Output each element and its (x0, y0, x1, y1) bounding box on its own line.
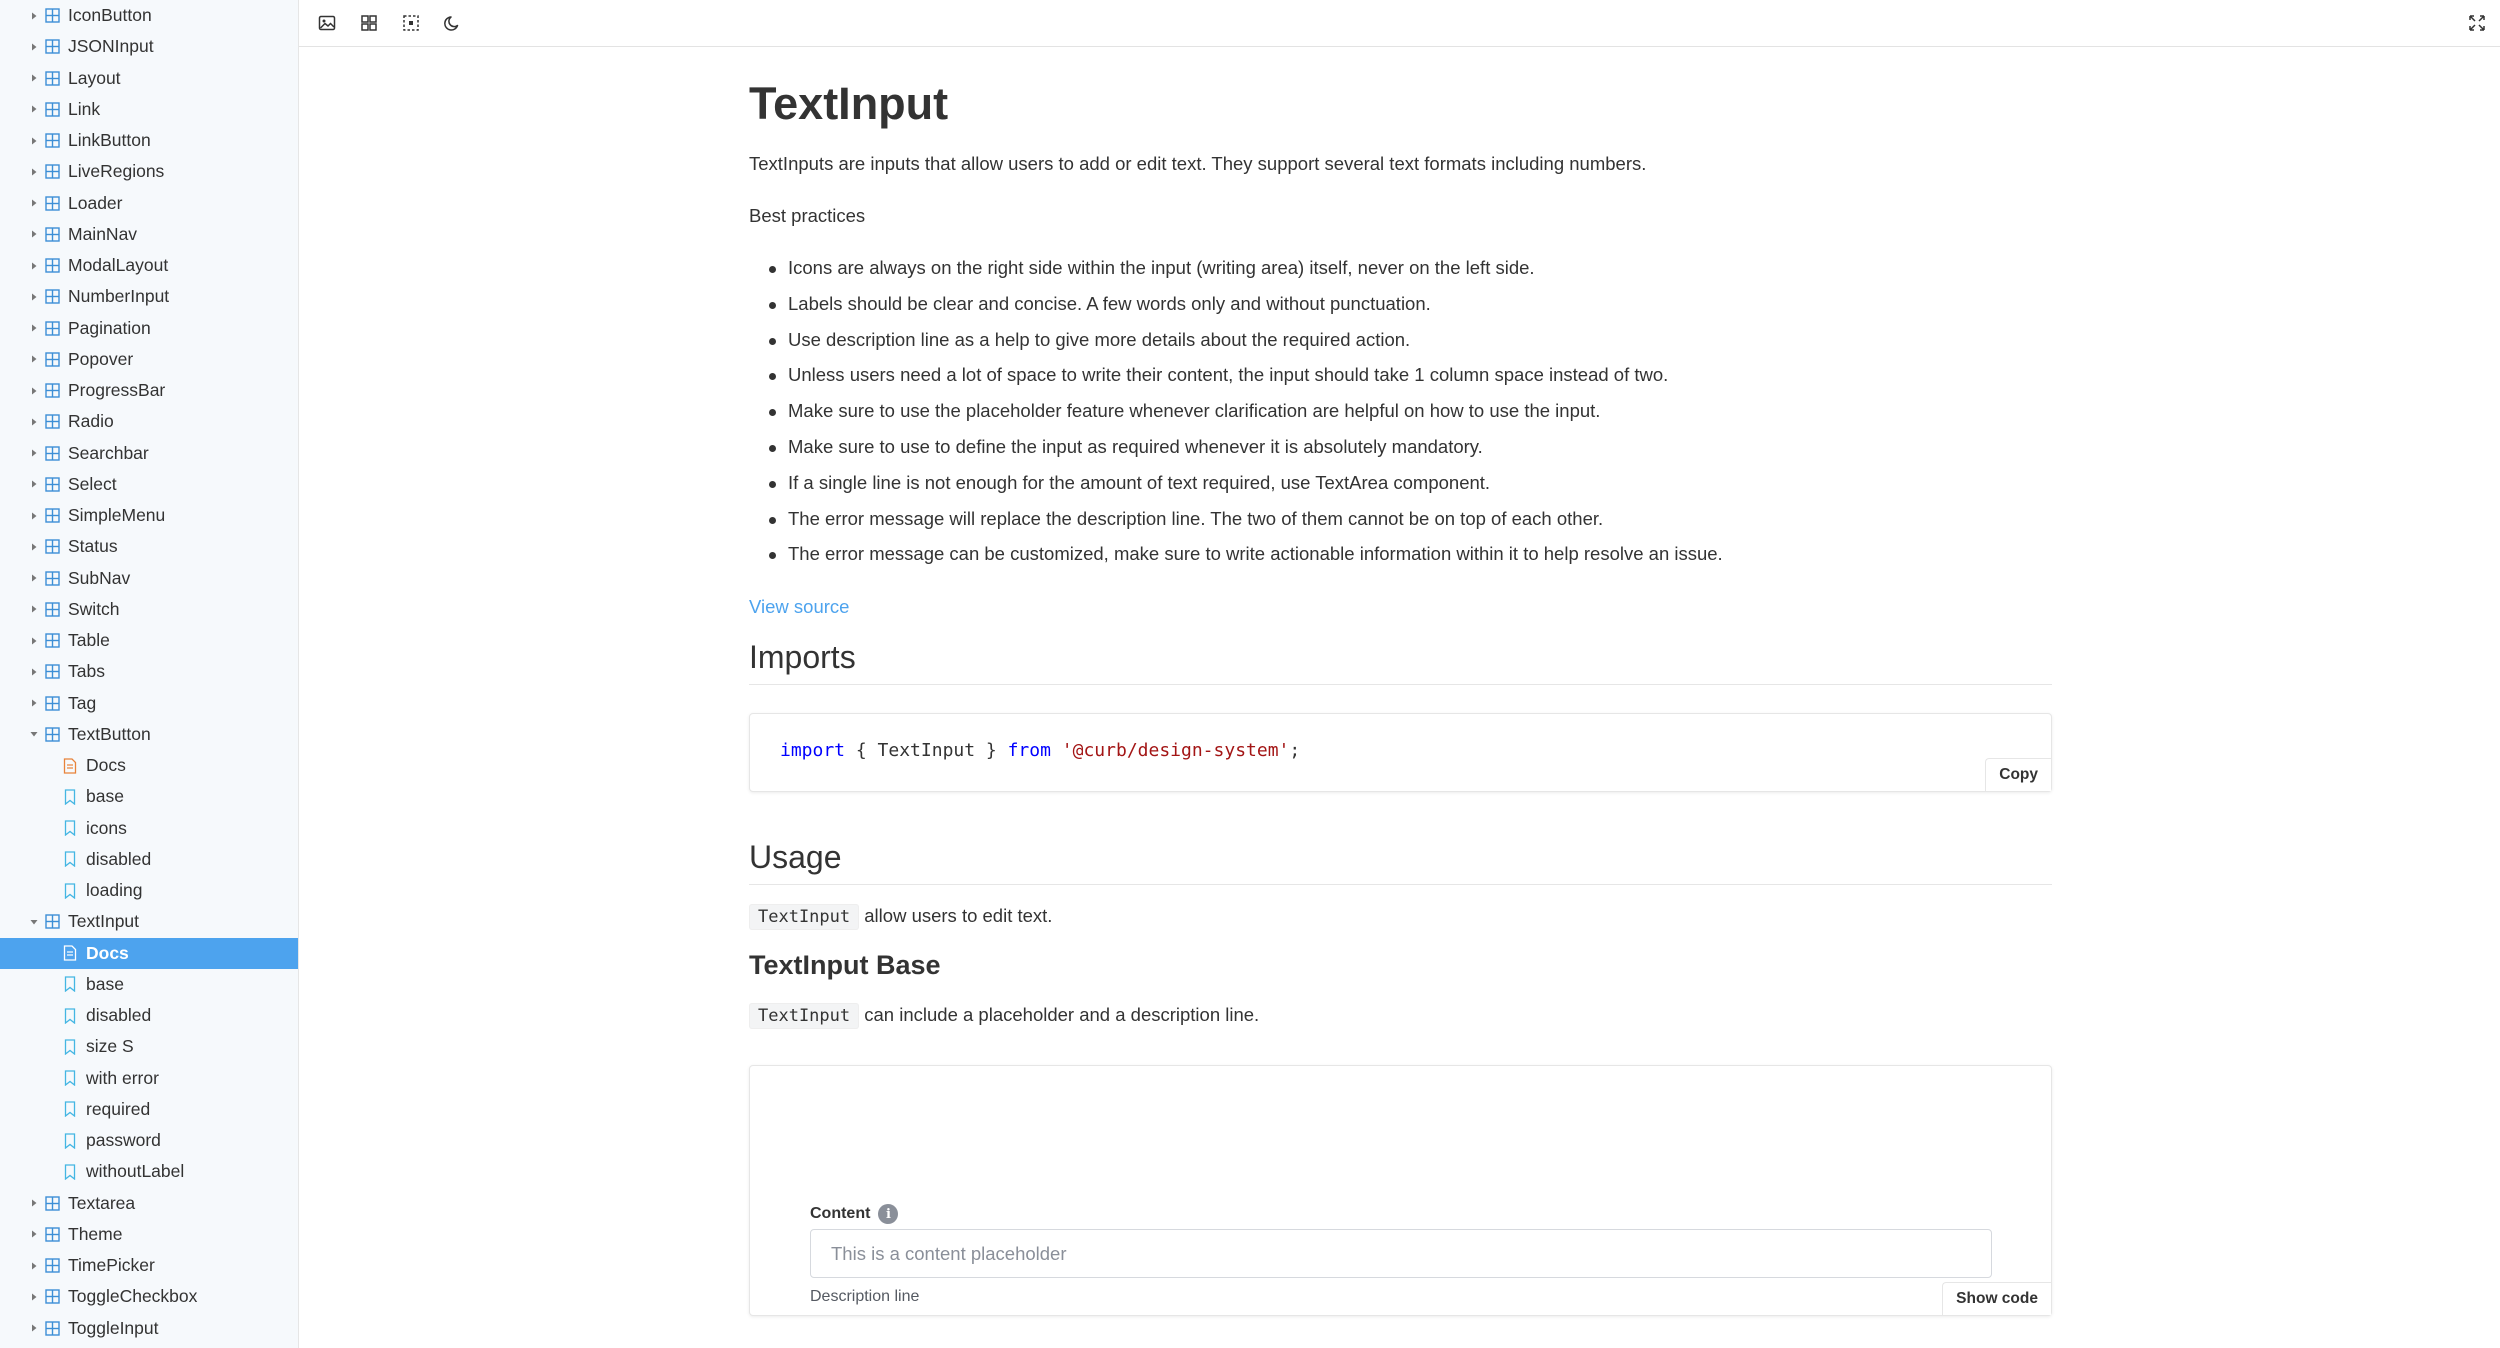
sidebar-item-toggleinput[interactable] (0, 1313, 298, 1344)
sidebar-item-label: password (86, 1130, 161, 1151)
caret-right-icon (30, 448, 38, 458)
best-practice-item: The error message will replace the description line. The two of them cannot be on top of each other. (749, 504, 1723, 540)
moon-icon[interactable] (442, 12, 464, 34)
toolbar (299, 0, 2500, 47)
component-icon (44, 601, 60, 617)
sidebar-item-timepicker[interactable] (0, 1250, 298, 1281)
sidebar-item-label: Switch (68, 598, 120, 619)
bookmark-icon (62, 789, 78, 805)
content-text-input[interactable] (810, 1229, 1992, 1278)
document-icon (62, 945, 78, 961)
caret-right-icon (30, 104, 38, 114)
sidebar-item-label: Popover (68, 348, 134, 369)
caret-right-icon (30, 636, 38, 646)
component-icon (44, 914, 60, 930)
sidebar-item-pagination[interactable] (0, 313, 298, 344)
sidebar-item-loader[interactable] (0, 188, 298, 219)
sidebar-item-liveregions[interactable] (0, 156, 298, 187)
sidebar-item-disabled[interactable] (0, 1000, 298, 1031)
bookmark-icon (62, 1164, 78, 1180)
sidebar-item-loading[interactable] (0, 875, 298, 906)
sidebar-item-radio[interactable] (0, 406, 298, 437)
component-icon (44, 508, 60, 524)
sidebar-item-label: Theme (68, 1223, 123, 1244)
sidebar-item-label: NumberInput (68, 286, 170, 307)
sidebar-item-label: ModalLayout (68, 255, 169, 276)
sidebar (0, 0, 299, 1348)
sidebar-item-label: ToggleCheckbox (68, 1286, 198, 1307)
sidebar-item-label: IconButton (68, 5, 152, 26)
inline-code: TextInput (749, 1003, 859, 1029)
sidebar-item-label: Select (68, 473, 117, 494)
best-practice-item: Unless users need a lot of space to write their content, the input should take 1 column space instead of two. (749, 360, 1723, 396)
component-icon (44, 695, 60, 711)
page-title: TextInput (749, 78, 949, 129)
component-icon (44, 570, 60, 586)
intro-text: TextInputs are inputs that allow users to add or edit text. They support several text formats including numbers. (749, 153, 1647, 174)
caret-right-icon (30, 198, 38, 208)
caret-right-icon (30, 1323, 38, 1333)
imports-code-block (749, 713, 2052, 792)
component-icon (44, 1258, 60, 1274)
caret-right-icon (30, 386, 38, 396)
sidebar-item-label: Layout (68, 67, 121, 88)
sidebar-item-icons[interactable] (0, 813, 298, 844)
sidebar-item-togglecheckbox[interactable] (0, 1281, 298, 1312)
sidebar-item-label: SimpleMenu (68, 505, 166, 526)
sidebar-item-label: disabled (86, 1005, 152, 1026)
sidebar-item-textbutton[interactable] (0, 719, 298, 750)
caret-right-icon (30, 11, 38, 21)
sidebar-item-label: ToggleInput (68, 1317, 159, 1338)
sidebar-item-label: Status (68, 536, 118, 557)
caret-right-icon (30, 604, 38, 614)
sidebar-item-disabled[interactable] (0, 844, 298, 875)
sidebar-item-table[interactable] (0, 625, 298, 656)
sidebar-item-with-error[interactable] (0, 1063, 298, 1094)
document-icon (62, 758, 78, 774)
sidebar-item-layout[interactable] (0, 63, 298, 94)
sidebar-item-label: Docs (86, 755, 126, 776)
component-icon (44, 1289, 60, 1305)
sidebar-item-label: LinkButton (68, 130, 151, 151)
sidebar-item-searchbar[interactable] (0, 438, 298, 469)
info-icon[interactable]: i (878, 1204, 898, 1224)
caret-right-icon (30, 542, 38, 552)
component-icon (44, 195, 60, 211)
sidebar-item-label: LiveRegions (68, 161, 165, 182)
sidebar-item-jsoninput[interactable] (0, 31, 298, 62)
best-practice-item: Labels should be clear and concise. A few words only and without punctuation. (749, 289, 1723, 325)
bookmark-icon (62, 883, 78, 899)
best-practice-item: Make sure to use to define the input as required whenever it is absolutely mandatory. (749, 432, 1723, 468)
bookmark-icon (62, 976, 78, 992)
sidebar-item-label: Textarea (68, 1192, 136, 1213)
caret-right-icon (30, 354, 38, 364)
sidebar-item-select[interactable] (0, 469, 298, 500)
component-icon (44, 539, 60, 555)
sidebar-item-textinput[interactable] (0, 906, 298, 937)
example-preview (749, 1065, 2052, 1316)
sidebar-item-subnav[interactable] (0, 563, 298, 594)
sidebar-item-theme[interactable] (0, 1219, 298, 1250)
component-icon (44, 1226, 60, 1242)
bookmark-icon (62, 1008, 78, 1024)
sidebar-item-link[interactable] (0, 94, 298, 125)
outline-icon[interactable] (400, 12, 422, 34)
sidebar-item-label: MainNav (68, 223, 138, 244)
component-icon (44, 226, 60, 242)
sidebar-item-label: icons (86, 817, 127, 838)
caret-right-icon (30, 73, 38, 83)
sidebar-item-popover[interactable] (0, 344, 298, 375)
component-icon (44, 70, 60, 86)
sidebar-item-withoutlabel[interactable] (0, 1156, 298, 1187)
bookmark-icon (62, 851, 78, 867)
caret-right-icon (30, 573, 38, 583)
field-label: Content i (810, 1204, 898, 1224)
sidebar-item-docs[interactable] (0, 938, 298, 969)
best-practice-item: The error message can be customized, make sure to write actionable information within it to help resolve an issue. (749, 539, 1723, 575)
sidebar-item-label: withoutLabel (86, 1161, 185, 1182)
sidebar-item-label: TimePicker (68, 1255, 155, 1276)
sidebar-item-linkbutton[interactable] (0, 125, 298, 156)
inline-code: TextInput (749, 904, 859, 930)
show-code-button[interactable]: Show code (1942, 1282, 2051, 1315)
imports-heading: Imports (749, 639, 2052, 685)
bookmark-icon (62, 1039, 78, 1055)
sidebar-item-numberinput[interactable] (0, 281, 298, 312)
caret-right-icon (30, 136, 38, 146)
image-icon[interactable] (316, 12, 338, 34)
sidebar-item-label: Radio (68, 411, 114, 432)
best-practice-item: If a single line is not enough for the amount of text required, use TextArea component. (749, 468, 1723, 504)
base-text: TextInput can include a placeholder and a description line. (749, 1004, 1259, 1026)
caret-right-icon (30, 511, 38, 521)
view-source-link[interactable]: View source (749, 596, 850, 617)
component-icon (44, 445, 60, 461)
sidebar-item-label: Loader (68, 192, 123, 213)
sidebar-item-label: Docs (86, 942, 129, 963)
sidebar-item-simplemenu[interactable] (0, 500, 298, 531)
sidebar-item-label: Tag (68, 692, 97, 713)
sidebar-item-label: Link (68, 98, 101, 119)
bookmark-icon (62, 1070, 78, 1086)
sidebar-item-label: TextInput (68, 911, 140, 932)
sidebar-item-docs[interactable] (0, 750, 298, 781)
sidebar-item-progressbar[interactable] (0, 375, 298, 406)
component-icon (44, 39, 60, 55)
caret-right-icon (30, 42, 38, 52)
sidebar-item-required[interactable] (0, 1094, 298, 1125)
import-statement: import { TextInput } from '@curb/design-system'; (780, 740, 1301, 761)
component-icon (44, 164, 60, 180)
best-practice-item: Make sure to use the placeholder feature whenever clarification are helpful on how to use the input. (749, 396, 1723, 432)
best-practice-item: Use description line as a help to give more details about the required action. (749, 325, 1723, 361)
best-practices-list (749, 253, 1723, 575)
sidebar-item-label: size S (86, 1036, 134, 1057)
component-icon (44, 258, 60, 274)
usage-text: TextInput allow users to edit text. (749, 905, 1052, 927)
caret-right-icon (30, 667, 38, 677)
component-icon (44, 414, 60, 430)
component-icon (44, 351, 60, 367)
textinput-base-heading: TextInput Base (749, 950, 941, 980)
sidebar-item-mainnav[interactable] (0, 219, 298, 250)
caret-right-icon (30, 167, 38, 177)
sidebar-item-label: TextButton (68, 723, 151, 744)
sidebar-item-modallayout[interactable] (0, 250, 298, 281)
best-practices-heading: Best practices (749, 205, 866, 226)
component-icon (44, 289, 60, 305)
grid-icon[interactable] (358, 12, 380, 34)
sidebar-item-status[interactable] (0, 531, 298, 562)
sidebar-item-tabs[interactable] (0, 656, 298, 687)
sidebar-item-label: with error (86, 1067, 159, 1088)
component-icon (44, 726, 60, 742)
sidebar-item-password[interactable] (0, 1125, 298, 1156)
sidebar-item-label: loading (86, 880, 143, 901)
component-icon (44, 383, 60, 399)
caret-right-icon (30, 417, 38, 427)
caret-right-icon (30, 323, 38, 333)
sidebar-item-label: Table (68, 630, 110, 651)
caret-right-icon (30, 292, 38, 302)
description-line: Description line (810, 1288, 920, 1305)
caret-right-icon (30, 1261, 38, 1271)
caret-right-icon (30, 1198, 38, 1208)
sidebar-item-base[interactable] (0, 969, 298, 1000)
sidebar-item-switch[interactable] (0, 594, 298, 625)
component-icon (44, 1195, 60, 1211)
caret-down-icon (30, 917, 38, 927)
sidebar-item-label: Pagination (68, 317, 151, 338)
bookmark-icon (62, 820, 78, 836)
sidebar-item-label: JSONInput (68, 36, 154, 57)
expand-icon[interactable] (2466, 12, 2488, 34)
bookmark-icon (62, 1133, 78, 1149)
copy-button[interactable]: Copy (1985, 758, 2051, 791)
sidebar-item-label: disabled (86, 848, 152, 869)
sidebar-item-label: ProgressBar (68, 380, 166, 401)
caret-down-icon (30, 729, 38, 739)
component-icon (44, 101, 60, 117)
caret-right-icon (30, 1292, 38, 1302)
sidebar-item-label: required (86, 1098, 151, 1119)
usage-heading: Usage (749, 839, 2052, 885)
component-icon (44, 1320, 60, 1336)
component-icon (44, 320, 60, 336)
sidebar-item-base[interactable] (0, 781, 298, 812)
caret-right-icon (30, 1229, 38, 1239)
caret-right-icon (30, 229, 38, 239)
sidebar-item-tag[interactable] (0, 688, 298, 719)
sidebar-item-label: base (86, 786, 124, 807)
sidebar-item-size-s[interactable] (0, 1031, 298, 1062)
component-icon (44, 8, 60, 24)
caret-right-icon (30, 698, 38, 708)
caret-right-icon (30, 479, 38, 489)
sidebar-item-label: Searchbar (68, 442, 149, 463)
component-icon (44, 664, 60, 680)
best-practice-item: Icons are always on the right side within the input (writing area) itself, never on the left side. (749, 253, 1723, 289)
sidebar-item-iconbutton[interactable] (0, 0, 298, 31)
caret-right-icon (30, 261, 38, 271)
component-icon (44, 133, 60, 149)
sidebar-item-textarea[interactable] (0, 1188, 298, 1219)
sidebar-item-label: base (86, 973, 124, 994)
sidebar-item-label: SubNav (68, 567, 131, 588)
component-icon (44, 476, 60, 492)
sidebar-item-label: Tabs (68, 661, 105, 682)
component-icon (44, 633, 60, 649)
bookmark-icon (62, 1101, 78, 1117)
